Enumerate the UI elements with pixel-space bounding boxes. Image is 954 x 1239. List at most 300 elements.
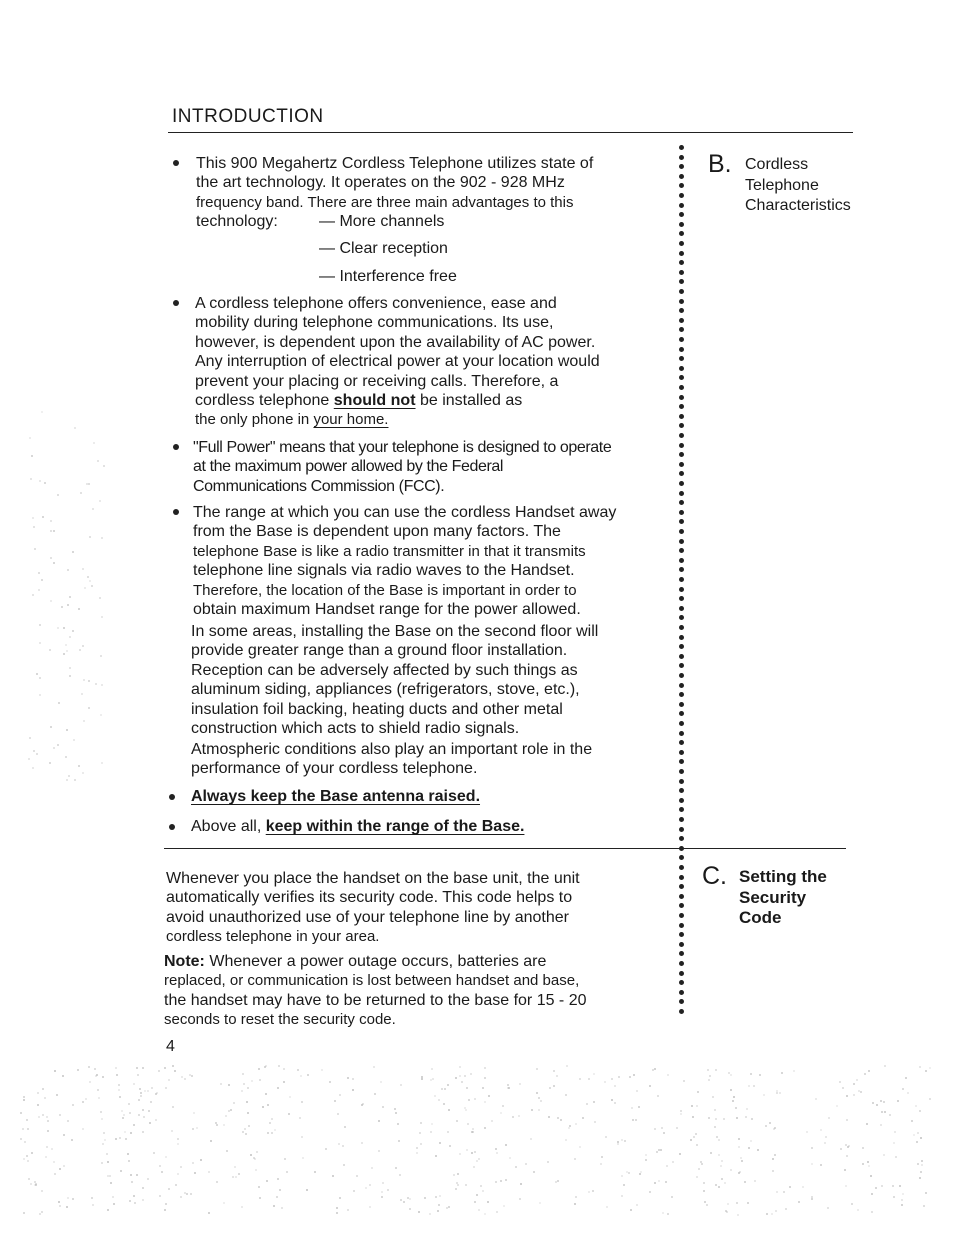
noise-speck	[894, 1131, 896, 1133]
noise-speck	[121, 1110, 123, 1112]
noise-speck	[89, 580, 91, 582]
noise-speck	[680, 1110, 682, 1112]
noise-speck	[820, 1164, 822, 1166]
noise-speck	[902, 1193, 904, 1195]
note-label: Note:	[164, 953, 205, 970]
noise-speck	[42, 1114, 44, 1116]
noise-speck	[600, 1163, 602, 1165]
noise-speck	[118, 1084, 120, 1086]
noise-speck	[851, 1203, 853, 1205]
text-line: provide greater range than a ground floor installation.	[191, 642, 568, 660]
noise-speck	[538, 1097, 540, 1099]
noise-speck	[447, 1131, 449, 1133]
noise-speck	[459, 1153, 461, 1155]
noise-speck	[89, 1081, 91, 1083]
noise-speck	[39, 694, 41, 696]
noise-speck	[258, 1186, 260, 1188]
noise-speck	[63, 627, 65, 629]
noise-speck	[582, 1117, 584, 1119]
noise-speck	[306, 1189, 308, 1191]
noise-speck	[714, 1126, 716, 1128]
noise-speck	[343, 1164, 345, 1166]
noise-speck	[39, 624, 41, 626]
noise-speck	[41, 411, 43, 413]
noise-speck	[140, 1095, 142, 1097]
noise-speck	[361, 1142, 363, 1144]
noise-speck	[827, 1207, 829, 1209]
text-segment: the only phone in	[195, 411, 314, 429]
noise-speck	[26, 1119, 28, 1121]
noise-speck	[738, 1172, 740, 1174]
noise-speck	[893, 1196, 895, 1198]
noise-speck	[614, 1102, 616, 1104]
noise-speck	[50, 520, 52, 522]
noise-speck	[69, 636, 71, 638]
noise-speck	[789, 1186, 791, 1188]
noise-speck	[420, 1122, 422, 1124]
noise-speck	[36, 753, 38, 755]
noise-speck	[66, 1206, 68, 1208]
noise-speck	[864, 1073, 866, 1075]
noise-speck	[164, 1067, 166, 1069]
noise-speck	[220, 1083, 222, 1085]
noise-speck	[102, 1076, 104, 1078]
text-line: "Full Power" means that your telephone is designed to operate	[193, 439, 612, 456]
text-line: The range at which you can use the cordless Handset away	[193, 504, 617, 521]
noise-speck	[714, 1109, 716, 1111]
text-line: seconds to reset the security code.	[164, 1011, 396, 1029]
noise-speck	[836, 1105, 838, 1107]
noise-speck	[776, 1092, 778, 1094]
noise-speck	[431, 1068, 433, 1070]
noise-speck	[748, 1085, 750, 1087]
noise-speck	[62, 1075, 64, 1077]
noise-speck	[56, 1094, 58, 1096]
noise-speck	[20, 1138, 22, 1140]
noise-speck	[172, 1065, 174, 1067]
noise-speck	[136, 1067, 138, 1069]
noise-speck	[128, 1160, 130, 1162]
noise-speck	[748, 1147, 750, 1149]
noise-speck	[265, 1093, 267, 1095]
text-line: telephone line signals via radio waves to the Handset.	[193, 562, 575, 580]
noise-speck	[47, 1130, 49, 1132]
noise-speck	[476, 1194, 478, 1196]
noise-speck	[709, 1075, 711, 1077]
noise-speck	[29, 437, 31, 439]
section-title: INTRODUCTION	[172, 106, 324, 127]
noise-speck	[72, 630, 74, 632]
noise-speck	[496, 1211, 498, 1213]
noise-speck	[165, 1156, 167, 1158]
noise-speck	[248, 1125, 250, 1127]
noise-speck	[740, 1157, 742, 1159]
noise-speck	[913, 1134, 915, 1136]
noise-speck	[142, 1187, 144, 1189]
noise-speck	[747, 1202, 749, 1204]
noise-speck	[339, 1197, 341, 1199]
noise-speck	[424, 1197, 426, 1199]
noise-speck	[332, 1175, 334, 1177]
noise-speck	[208, 1171, 210, 1173]
noise-speck	[560, 1119, 562, 1121]
noise-speck	[45, 1156, 47, 1158]
noise-speck	[193, 1112, 195, 1114]
noise-speck	[98, 1097, 100, 1099]
noise-speck	[46, 1116, 48, 1118]
noise-speck	[892, 1185, 894, 1187]
noise-speck	[769, 1122, 771, 1124]
noise-speck	[153, 1152, 155, 1154]
noise-speck	[54, 1070, 56, 1072]
noise-speck	[905, 1077, 907, 1079]
noise-speck	[741, 1160, 743, 1162]
noise-speck	[872, 1102, 874, 1104]
noise-speck	[533, 1171, 535, 1173]
noise-speck	[192, 1128, 194, 1130]
advantage-item: — Clear reception	[319, 240, 448, 257]
noise-speck	[67, 569, 69, 571]
noise-speck	[276, 1196, 278, 1198]
noise-speck	[431, 1123, 433, 1125]
noise-speck	[611, 1099, 613, 1101]
noise-speck	[738, 1138, 740, 1140]
noise-speck	[453, 1174, 455, 1176]
noise-speck	[297, 1069, 299, 1071]
noise-speck	[815, 1098, 817, 1100]
noise-speck	[691, 1105, 693, 1107]
noise-speck	[579, 1146, 581, 1148]
noise-speck	[112, 1196, 114, 1198]
noise-speck	[565, 1094, 567, 1096]
noise-speck	[695, 1133, 697, 1135]
noise-speck	[51, 1148, 53, 1150]
noise-speck	[228, 1110, 230, 1112]
noise-speck	[242, 1073, 244, 1075]
text-line: however, is dependent upon the availability of AC power.	[195, 333, 596, 351]
noise-speck	[102, 1143, 104, 1145]
noise-speck	[718, 1139, 720, 1141]
noise-speck	[103, 465, 105, 467]
noise-speck	[53, 530, 55, 532]
noise-speck	[920, 1137, 922, 1139]
noise-speck	[88, 680, 90, 682]
noise-speck	[447, 1084, 449, 1086]
noise-speck	[273, 1205, 275, 1207]
noise-speck	[488, 1095, 490, 1097]
noise-speck	[515, 1166, 517, 1168]
noise-speck	[216, 1181, 218, 1183]
noise-speck	[519, 1083, 521, 1085]
noise-speck	[387, 1189, 389, 1191]
noise-speck	[67, 1120, 69, 1122]
noise-speck	[604, 1081, 606, 1083]
noise-speck	[548, 1116, 550, 1118]
noise-speck	[457, 1173, 459, 1175]
noise-speck	[658, 1180, 660, 1182]
noise-speck	[611, 1078, 613, 1080]
noise-speck	[242, 1131, 244, 1133]
noise-speck	[284, 1158, 286, 1160]
noise-speck	[901, 1204, 903, 1206]
noise-speck	[868, 1165, 870, 1167]
noise-speck	[518, 1115, 520, 1117]
noise-speck	[32, 767, 34, 769]
noise-speck	[730, 1089, 732, 1091]
noise-speck	[771, 1213, 773, 1215]
noise-speck	[708, 1117, 710, 1119]
noise-speck	[631, 1107, 633, 1109]
noise-speck	[474, 1201, 476, 1203]
noise-speck	[759, 1074, 761, 1076]
noise-speck	[338, 1143, 340, 1145]
noise-speck	[264, 1066, 266, 1068]
noise-speck	[34, 548, 36, 550]
noise-speck	[267, 1132, 269, 1134]
noise-speck	[536, 1092, 538, 1094]
noise-speck	[63, 1165, 65, 1167]
noise-speck	[37, 1092, 39, 1094]
noise-speck	[593, 1101, 595, 1103]
noise-speck	[165, 1087, 167, 1089]
noise-speck	[512, 1116, 514, 1118]
noise-speck	[23, 1212, 25, 1214]
text-line: performance of your cordless telephone.	[191, 760, 478, 778]
noise-speck	[347, 1209, 349, 1211]
noise-speck	[399, 1174, 401, 1176]
noise-speck	[115, 1138, 117, 1140]
noise-speck	[765, 1125, 767, 1127]
noise-speck	[632, 1119, 634, 1121]
text-line: the handset may have to be returned to the base for 15 - 20	[164, 991, 587, 1009]
noise-speck	[177, 1173, 179, 1175]
noise-speck	[398, 1140, 400, 1142]
noise-speck	[446, 1207, 448, 1209]
noise-speck	[693, 1136, 695, 1138]
noise-speck	[118, 1089, 120, 1091]
noise-speck	[875, 1187, 877, 1189]
noise-speck	[147, 1090, 149, 1092]
noise-speck	[720, 1165, 722, 1167]
noise-speck	[495, 1181, 497, 1183]
noise-speck	[342, 1145, 344, 1147]
noise-speck	[36, 673, 38, 675]
noise-speck	[459, 1075, 461, 1077]
text-line: Communications Commission (FCC).	[193, 477, 445, 495]
noise-speck	[82, 1101, 84, 1103]
noise-speck	[697, 1091, 699, 1093]
noise-speck	[155, 1119, 157, 1121]
noise-speck	[104, 1139, 106, 1141]
noise-speck	[142, 1131, 144, 1133]
noise-speck	[58, 702, 60, 704]
text-segment: be installed as	[415, 392, 523, 410]
noise-speck	[868, 1070, 870, 1072]
text-line: Reception can be adversely affected by such things as	[191, 661, 578, 679]
noise-speck	[491, 1120, 493, 1122]
noise-speck	[828, 1117, 830, 1119]
noise-speck	[262, 1106, 264, 1108]
noise-speck	[871, 1211, 873, 1213]
noise-speck	[666, 1165, 668, 1167]
noise-speck	[116, 1074, 118, 1076]
noise-speck	[549, 1087, 551, 1089]
noise-speck	[39, 480, 41, 482]
noise-speck	[919, 1110, 921, 1112]
noise-speck	[621, 1195, 623, 1197]
noise-speck	[66, 729, 68, 731]
noise-speck	[704, 1201, 706, 1203]
noise-speck	[575, 1123, 577, 1125]
noise-speck	[811, 1147, 813, 1149]
noise-speck	[473, 1166, 475, 1168]
emphasis-text: should not	[333, 392, 416, 410]
noise-speck	[68, 775, 70, 777]
noise-speck	[478, 1209, 480, 1211]
noise-speck	[614, 1085, 616, 1087]
noise-speck	[474, 1098, 476, 1100]
noise-speck	[883, 1154, 885, 1156]
noise-speck	[42, 516, 44, 518]
noise-speck	[96, 1074, 98, 1076]
noise-speck	[53, 747, 55, 749]
noise-speck	[750, 1073, 752, 1075]
noise-speck	[50, 600, 52, 602]
section-b-letter: B.	[708, 150, 732, 178]
noise-speck	[243, 1083, 245, 1085]
text-line: cordless telephone in your area.	[166, 928, 380, 946]
noise-speck	[87, 576, 89, 578]
noise-speck	[49, 649, 51, 651]
noise-speck	[480, 1185, 482, 1187]
noise-speck	[730, 1169, 732, 1171]
noise-speck	[57, 627, 59, 629]
noise-speck	[395, 1167, 397, 1169]
noise-speck	[251, 1080, 253, 1082]
noise-speck	[667, 1213, 669, 1215]
noise-speck	[128, 1103, 130, 1105]
noise-speck	[915, 1105, 917, 1107]
noise-speck	[916, 1141, 918, 1143]
noise-speck	[83, 720, 85, 722]
noise-speck	[624, 1140, 626, 1142]
noise-speck	[256, 1151, 258, 1153]
noise-speck	[728, 1072, 730, 1074]
noise-speck	[466, 1149, 468, 1151]
noise-speck	[115, 1067, 117, 1069]
noise-speck	[50, 726, 52, 728]
noise-speck	[745, 1116, 747, 1118]
noise-speck	[652, 1069, 654, 1071]
noise-speck	[103, 1132, 105, 1134]
noise-speck	[502, 1105, 504, 1107]
noise-speck	[101, 537, 103, 539]
noise-speck	[737, 1214, 739, 1216]
antenna-warning: Always keep the Base antenna raised.	[191, 788, 481, 805]
noise-speck	[746, 1108, 748, 1110]
noise-speck	[216, 1124, 218, 1126]
noise-speck	[738, 1146, 740, 1148]
noise-speck	[692, 1116, 694, 1118]
noise-speck	[57, 494, 59, 496]
noise-speck	[149, 1122, 151, 1124]
noise-speck	[28, 758, 30, 760]
advantages-intro: technology:	[196, 213, 278, 231]
noise-speck	[654, 1128, 656, 1130]
noise-speck	[880, 1100, 882, 1102]
noise-speck	[37, 1104, 39, 1106]
noise-speck	[94, 1068, 96, 1070]
noise-speck	[911, 1120, 913, 1122]
noise-speck	[28, 1178, 30, 1180]
noise-speck	[74, 427, 76, 429]
noise-speck	[459, 1066, 461, 1068]
noise-speck	[336, 1212, 338, 1214]
noise-speck	[143, 1116, 145, 1118]
noise-speck	[235, 1176, 237, 1178]
noise-speck	[100, 655, 102, 657]
noise-speck	[382, 1182, 384, 1184]
noise-speck	[500, 1112, 502, 1114]
noise-speck	[30, 1183, 32, 1185]
noise-speck	[31, 455, 33, 457]
noise-speck	[223, 1124, 225, 1126]
noise-speck	[649, 1191, 651, 1193]
noise-speck	[38, 1116, 40, 1118]
noise-speck	[754, 1180, 756, 1182]
text-line: automatically verifies its security code. This code helps to	[166, 889, 573, 907]
noise-speck	[337, 1113, 339, 1115]
noise-speck	[20, 1112, 22, 1114]
noise-speck	[703, 1190, 705, 1192]
noise-speck	[223, 1202, 225, 1204]
noise-speck	[472, 1128, 474, 1130]
noise-speck	[247, 1087, 249, 1089]
noise-speck	[59, 1168, 61, 1170]
noise-speck	[61, 606, 63, 608]
noise-speck	[449, 1145, 451, 1147]
noise-speck	[106, 1153, 108, 1155]
noise-speck	[621, 1175, 623, 1177]
noise-speck	[556, 1075, 558, 1077]
noise-speck	[44, 1097, 46, 1099]
noise-speck	[267, 1104, 269, 1106]
noise-speck	[82, 645, 84, 647]
noise-speck	[336, 1207, 338, 1209]
noise-speck	[696, 1176, 698, 1178]
noise-speck	[29, 737, 31, 739]
text-line: insulation foil backing, heating ducts and other metal	[191, 700, 563, 718]
noise-speck	[470, 1073, 472, 1075]
noise-speck	[191, 1075, 193, 1077]
noise-speck	[618, 1076, 620, 1078]
noise-speck	[917, 1132, 919, 1134]
noise-speck	[707, 1069, 709, 1071]
noise-speck	[46, 1146, 48, 1148]
noise-speck	[409, 1198, 411, 1200]
noise-speck	[200, 1159, 202, 1161]
section-c-title-line: Security	[739, 887, 807, 907]
noise-speck	[321, 1069, 323, 1071]
noise-speck	[733, 1096, 735, 1098]
noise-speck	[441, 1088, 443, 1090]
noise-speck	[136, 1174, 138, 1176]
noise-speck	[67, 604, 69, 606]
noise-speck	[245, 1133, 247, 1135]
noise-speck	[233, 1102, 235, 1104]
noise-speck	[186, 1193, 188, 1195]
noise-speck	[165, 1203, 167, 1205]
